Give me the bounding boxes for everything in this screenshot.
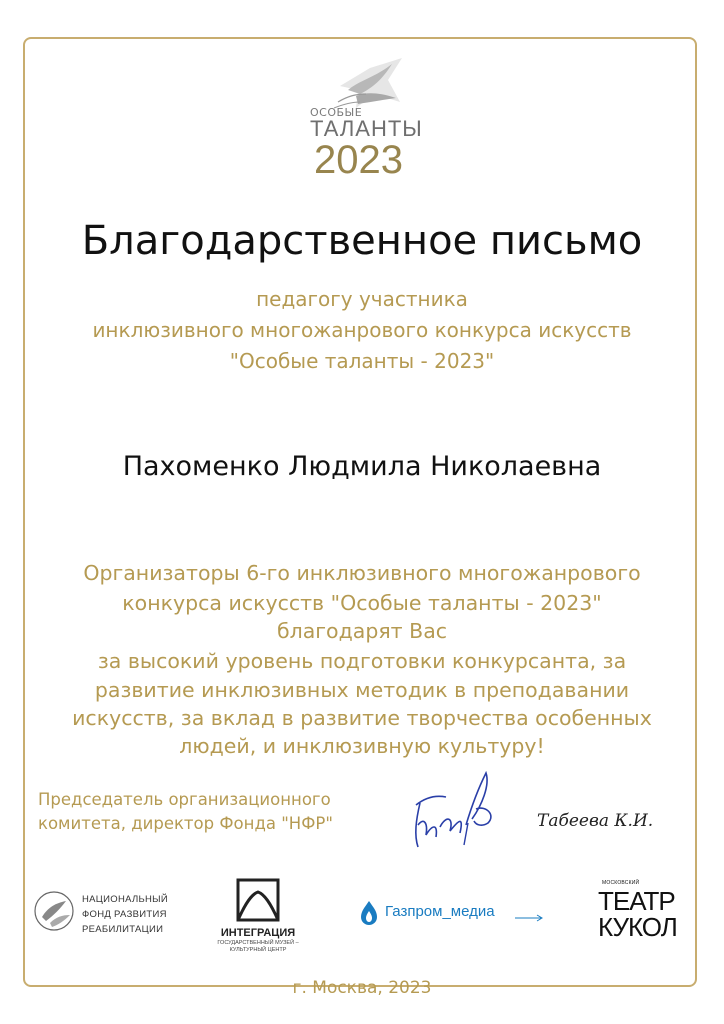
nfr-emblem-icon <box>32 889 76 933</box>
contest-logo <box>300 50 423 182</box>
logo-year: 2023 <box>314 138 403 182</box>
signatory-position-line-1: Председатель организационного <box>38 790 331 809</box>
gazprom-arrow-icon <box>515 913 545 923</box>
subtitle-line-1: педагогу участника <box>256 287 468 311</box>
subtitle-line-3: "Особые таланты - 2023" <box>229 349 495 373</box>
gazprom-media-logo <box>355 897 555 927</box>
body-line-2: конкурса искусств "Особые таланты - 2023" <box>122 591 602 615</box>
signatory-name: Табеева К.И. <box>537 811 654 831</box>
integration-description <box>208 940 308 954</box>
body-line-5: развитие инклюзивных методик в преподавании <box>94 678 630 702</box>
logo-talanty-text: ТАЛАНТЫ <box>310 116 423 141</box>
body-line-4: за высокий уровень подготовки конкурсанта, за <box>97 649 627 673</box>
nfr-line-1: НАЦИОНАЛЬНЫЙ <box>82 894 169 905</box>
puppet-theatre-logo <box>596 880 686 950</box>
integration-logo <box>208 872 308 958</box>
nfr-line-2: ФОНД РАЗВИТИЯ <box>82 909 167 920</box>
city-year: г. Москва, 2023 <box>292 978 432 998</box>
nfr-logo <box>32 885 192 945</box>
integration-emblem-icon <box>208 872 308 926</box>
document-title: Благодарственное письмо <box>81 218 643 264</box>
teatr-line-1: ТЕАТР <box>598 886 675 916</box>
gazprom-flame-icon <box>357 899 381 927</box>
body-line-1: Организаторы 6-го инклюзивного многожанрового <box>83 561 641 585</box>
gazprom-media-text: Газпром_медиа <box>385 903 495 920</box>
body-line-7: людей, и инклюзивную культуру! <box>179 734 545 758</box>
subtitle-line-2: инклюзивного многожанрового конкурса искусств <box>92 318 632 342</box>
integration-description-line-2: КУЛЬТУРНЫЙ ЦЕНТР <box>229 947 287 953</box>
recipient-name: Пахоменко Людмила Николаевна <box>122 451 602 482</box>
body-line-3: благодарят Вас <box>276 619 448 643</box>
integration-description-line-1: ГОСУДАРСТВЕННЫЙ МУЗЕЙ – <box>217 940 299 946</box>
signatory-position <box>38 788 333 836</box>
integration-name: ИНТЕГРАЦИЯ <box>220 927 296 939</box>
teatr-line-2: КУКОЛ <box>598 912 677 942</box>
nfr-line-3: РЕАБИЛИТАЦИИ <box>82 924 164 935</box>
teatr-small-text: МОСКОВСКИЙ <box>602 880 640 886</box>
logo-small-text: ОСОБЫЕ <box>310 106 363 119</box>
signatory-position-line-2: комитета, директор Фонда "НФР" <box>38 814 333 833</box>
handwritten-signature <box>406 765 506 855</box>
body-line-6: искусств, за вклад в развитие творчества особенных <box>72 706 652 730</box>
